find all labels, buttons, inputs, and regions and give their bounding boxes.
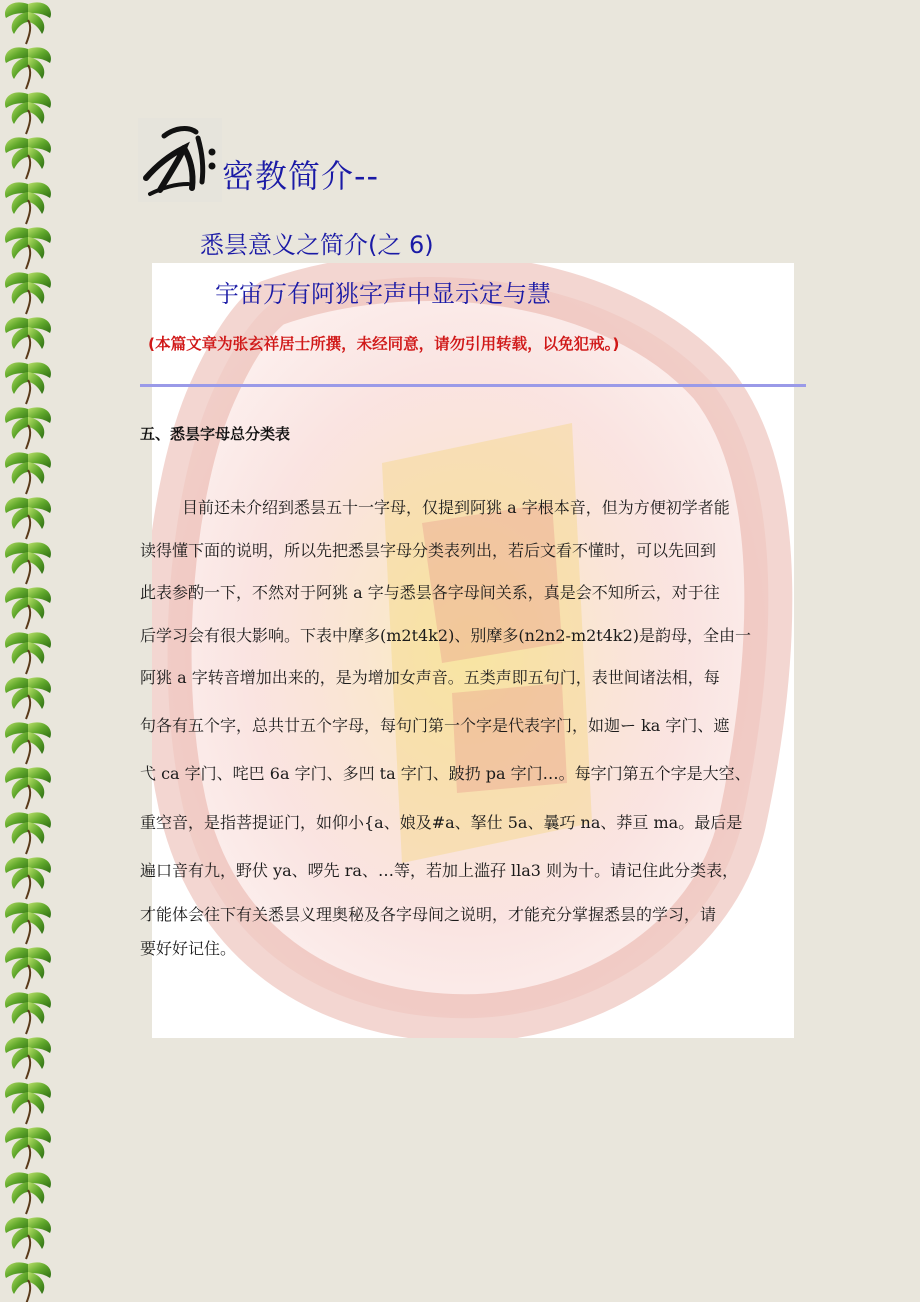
page-title: 密教简介-- xyxy=(222,157,380,195)
topic-subtitle: 宇宙万有阿狣字声中显示定与慧 xyxy=(215,280,551,308)
series-subtitle: 悉昙意义之简介(之 6) xyxy=(200,231,434,259)
paragraph-line: 遍口音有九，野伏 ya、啰先 ra、…等，若加上滥孖 lla3 则为十。请记住此分类表， xyxy=(140,861,739,880)
paragraph-line: 此表参酌一下，不然对于阿狣 a 字与悉昙各字母间关系，真是会不知所云，对于往 xyxy=(140,583,720,602)
section-heading: 五、悉昙字母总分类表 xyxy=(140,425,291,443)
paragraph-line: 要好好记住。 xyxy=(140,939,237,958)
paragraph-line: 才能体会往下有关悉昙义理奥秘及各字母间之说明，才能充分掌握悉昙的学习，请 xyxy=(140,905,717,924)
paragraph-line: 后学习会有很大影响。下表中摩多(m2t4k2)、别摩多(n2n2-m2t4k2)是韵母，全由一 xyxy=(140,626,752,645)
vine-leaf-border xyxy=(0,0,58,1302)
paragraph-line: 读得懂下面的说明，所以先把悉昙字母分类表列出，若后文看不懂时，可以先回到 xyxy=(140,541,717,560)
siddham-a-glyph xyxy=(138,118,222,202)
divider-line xyxy=(140,384,806,387)
copyright-notice: (本篇文章为张玄祥居士所撰，未经同意，请勿引用转载，以免犯戒。) xyxy=(148,335,620,353)
paragraph-line: 句各有五个字，总共廿五个字母，每句门第一个字是代表字门，如迦ー ka 字门、遮 xyxy=(140,716,730,735)
paragraph-line: 目前还未介绍到悉昙五十一字母，仅提到阿狣 a 字根本音，但为方便初学者能 xyxy=(182,498,730,517)
paragraph-line: 重空音，是指菩提证门，如仰小{a、娘及#a、拏仕 5a、曩巧 na、莽亘 ma。最后是 xyxy=(140,813,743,832)
paragraph-line: 阿狣 a 字转音增加出来的，是为增加女声音。五类声即五句门，表世间诸法相，每 xyxy=(140,668,720,687)
paragraph-line: 弋 ca 字门、咤巴 6a 字门、多凹 ta 字门、跛扔 pa 字门…。每字门第五个字是大空、 xyxy=(140,764,751,783)
